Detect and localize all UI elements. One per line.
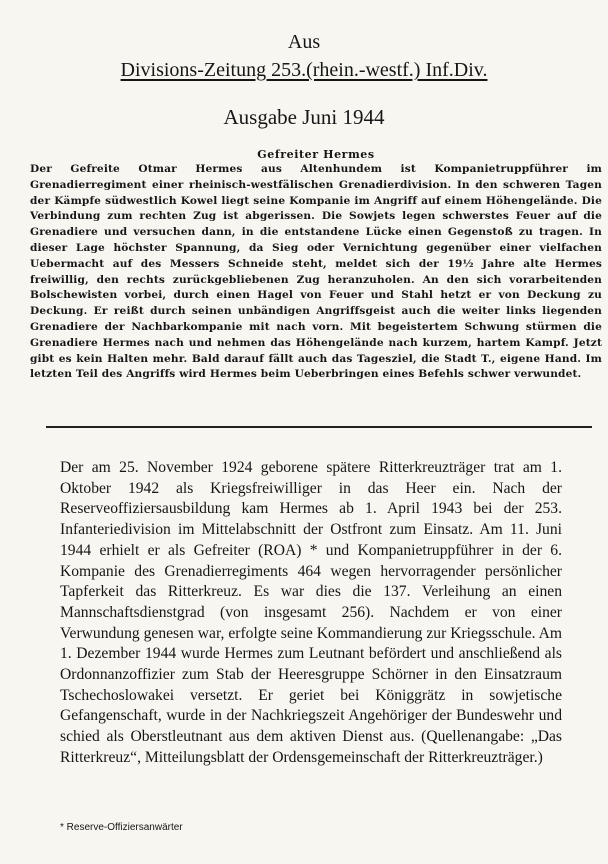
biography-paragraph: Der am 25. November 1924 geborene spätere Ritterkreuzträger trat am 1. Oktober 1942 als Kriegsfreiwilliger in das Heer ein. Nach der Reserveoffiziersausbildung kam Hermes ab 1. April 1943 bei der 253. Infanteriedivision im Mittelabschnitt der Ostfront zum Einsatz. Am 11. Juni 1944 erhielt er als Gefreiter (ROA) * und Kompanietruppführer in der 6. Kompanie des Grenadierregiments 464 wegen hervorragender persönlicher Tapferkeit das Ritterkreuz. Es war dies die 137. Verleihung an einen Mannschaftsdienstgrad (von insgesamt 256). Nachdem er von einer Verwundung genesen war, erfolgte seine Kommandierung zur Kriegsschule. Am 1. Dezember 1944 wurde Hermes zum Leutnant befördert und anschließend als Ordonnanzoffizier zum Stab der Heeresgruppe Schörner in den Einsatzraum Tschechoslowakei versetzt. Er geriet bei Königgrätz in sowjetische Gefangenschaft, wurde in der Nachkriegszeit Angehöriger der Bundeswehr und schied als Oberstleutnant aus dem aktiven Dienst aus. (Quellenangabe: „Das Ritterkreuz“, Mitteilungsblatt der Ordensgemeinschaft der Ritterkreuzträger.) bbox=[60, 459, 562, 766]
header-source-title bbox=[0, 58, 608, 82]
header-line-aus: Aus bbox=[287, 31, 321, 53]
edition-title: Ausgabe Juni 1944 bbox=[223, 105, 385, 129]
footnote: * Reserve-Offiziersanwärter bbox=[60, 822, 183, 833]
clipping-body: Der Gefreite Otmar Hermes aus Altenhundem ist Kompanietruppführer im Grenadierregiment einer rheinisch-westfälischen Grenadierdivision. In den schweren Tagen der Kämpfe südwestlich Kowel liegt seine Kompanie im Angriff auf einem Höhengelände. Die Verbindung zum rechten Zug ist abgerissen. Die Sowjets legen schwerstes Feuer auf die Grenadiere und versuchen dann, in die entstandene Lücke einen Gegenstoß zu tragen. In dieser Lage höchster Spannung, da Sieg oder Vernichtung gegenüber einer vielfachen Uebermacht auf des Messers Schneide steht, meldet sich der 19½ Jahre alte Hermes freiwillig, den rechts zurückgebliebenen Zug heranzuholen. An den sich vorarbeitenden Bolschewisten vorbei, durch einen Hagel von Feuer und Stahl hetzt er von Deckung zu Deckung. Er reißt durch seinen unbändigen Angriffsgeist auch die weiter links liegenden Grenadiere der Nachbarkompanie mit nach vorn. Mit begeistertem Schwung stürmen die Grenadiere Hermes nach und nehmen das Höhengelände nach kurzem, hartem Kampf. Jetzt gibt es kein Halten mehr. Bald darauf fällt auch das Tagesziel, die Stadt T., eigene Hand. Im letzten Teil des Angriffs wird Hermes beim Ueberbringen eines Befehls schwer verwundet. bbox=[30, 163, 602, 381]
newspaper-clipping bbox=[30, 148, 602, 383]
clipping-title: Gefreiter Hermes bbox=[257, 148, 375, 161]
source-title-text: Divisions-Zeitung 253.(rhein.-westf.) Inf.Div. bbox=[120, 59, 488, 81]
section-divider bbox=[46, 426, 592, 428]
